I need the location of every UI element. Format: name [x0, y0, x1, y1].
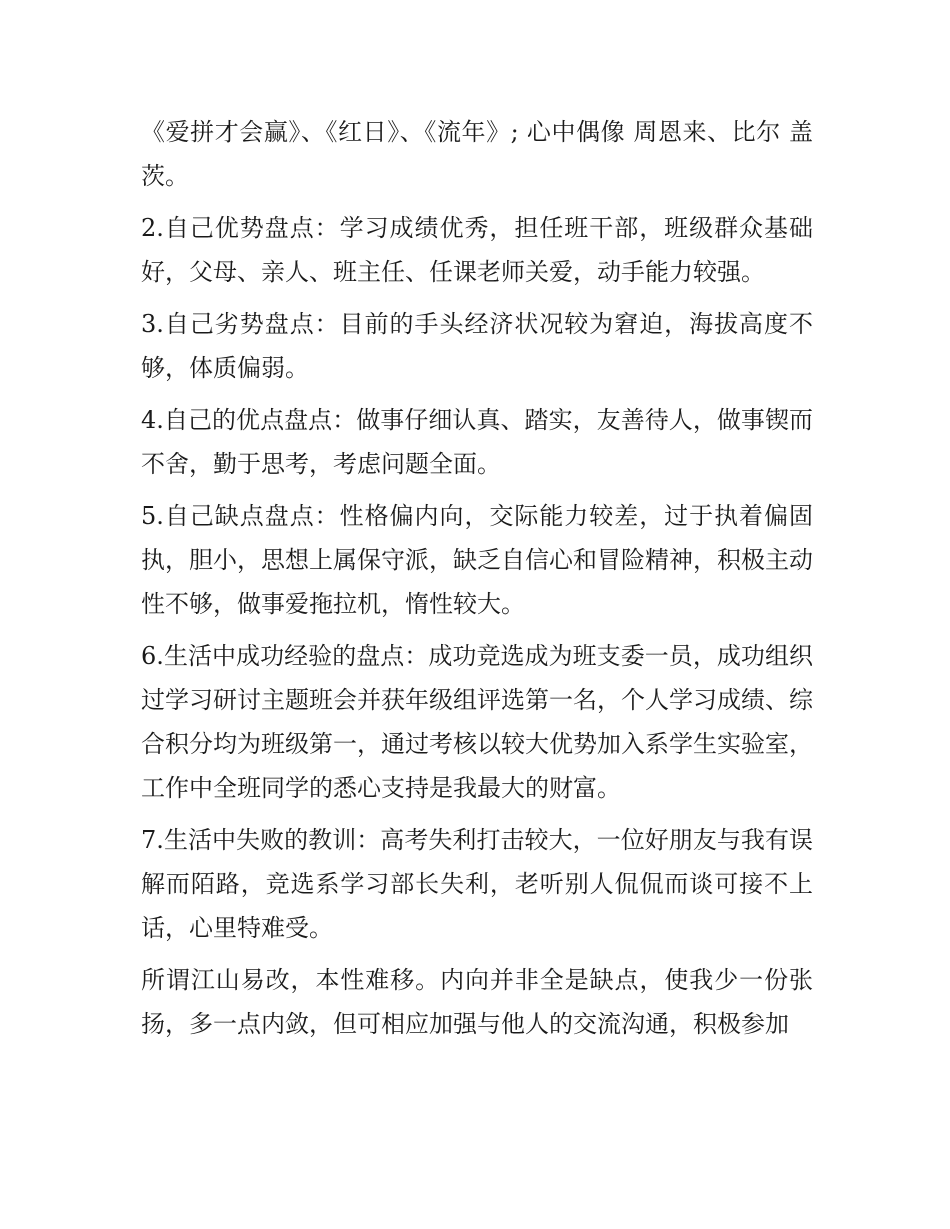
paragraph-merits: 4.自己的优点盘点：做事仔细认真、踏实，友善待人，做事锲而不舍，勤于思考，考虑问题全面。 [141, 406, 813, 478]
paragraph-weaknesses: 3.自己劣势盘点：目前的手头经济状况较为窘迫，海拔高度不够，体质偏弱。 [141, 310, 813, 382]
paragraph-conclusion: 所谓江山易改，本性难移。内向并非全是缺点，使我少一份张扬，多一点内敛，但可相应加强与他人的交流沟通，积极参加 [141, 966, 813, 1038]
paragraph-failures: 7.生活中失败的教训：高考失利打击较大，一位好朋友与我有误解而陌路，竞选系学习部长失利，老听别人侃侃而谈可接不上话，心里特难受。 [141, 826, 813, 942]
document-body [141, 110, 813, 1054]
paragraph-books-idols: 《爱拼才会赢》、《红日》、《流年》; 心中偶像 周恩来、比尔 盖茨。 [141, 118, 813, 190]
paragraph-shortcomings: 5.自己缺点盘点：性格偏内向，交际能力较差，过于执着偏固执，胆小，思想上属保守派，缺乏自信心和冒险精神，积极主动性不够，做事爱拖拉机，惰性较大。 [141, 502, 813, 618]
paragraph-strengths: 2.自己优势盘点：学习成绩优秀，担任班干部，班级群众基础好，父母、亲人、班主任、任课老师关爱，动手能力较强。 [141, 214, 813, 286]
paragraph-successes: 6.生活中成功经验的盘点：成功竞选成为班支委一员，成功组织过学习研讨主题班会并获年级组评选第一名，个人学习成绩、综合积分均为班级第一，通过考核以较大优势加入系学生实验室，工作中全班同学的悉心支持是我最大的财富。 [141, 642, 813, 802]
